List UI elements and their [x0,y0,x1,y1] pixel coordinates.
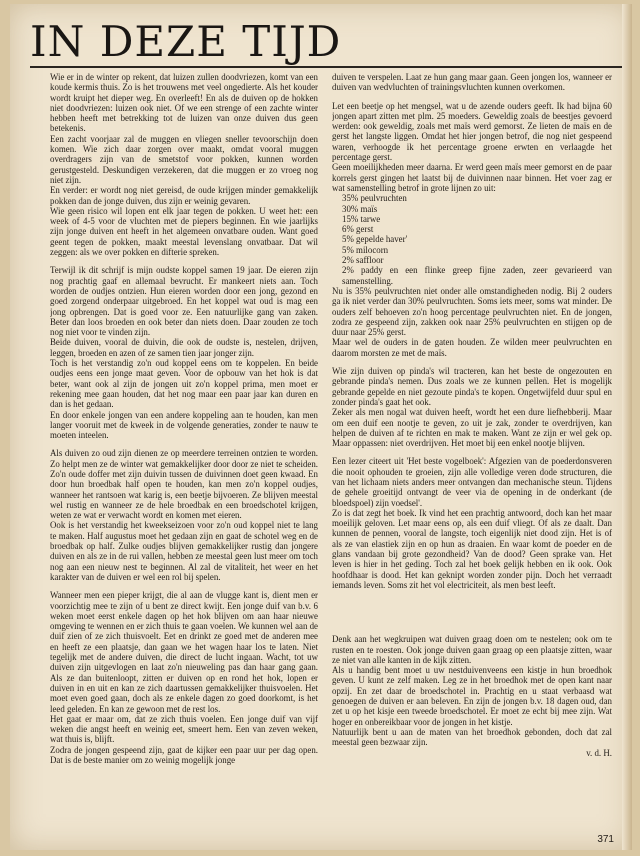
list-item: 2% saffloor [342,255,384,266]
paragraph: Als duiven zo oud zijn dienen ze op meerdere terreinen ontzien te worden. Zo helpt men ze de winter wat gemakkelijker door door ze niet te scheiden. Zo'n oude doffer met zijn duivin tussen de duivinnen doet geen kwaad. En door hun broedbak half open te houden, kan men zo'n koppel oudjes, wanneer het rantsoen wat karig is, een beetje bijvoeren. Ze blijven meestal wel rustig en wanneer ze de hele broedbak en een broedschotel krijgen, weten ze wat er verwacht wordt en komen met eieren. [50,448,318,521]
paragraph: Een zacht voorjaar zal de muggen en vliegen sneller tevoorschijn doen komen. Wie zich daar zorgen over maakt, omdat vooral muggen overdragers zijn van de smetstof voor pokken, kunnen worden gerustgesteld. Deskundigen verzekeren, dat die muggen er zo vroeg nog niet zijn. [50,133,318,185]
page-gutter [622,4,632,850]
title-rule [30,66,624,68]
page-number: 371 [597,834,614,845]
paragraph: Wanneer men een pieper krijgt, die al aan de vlugge kant is, dient men er voorzichtig mee te zijn of u bent ze direct kwijt. Een jonge duif van b.v. 6 weken moet eerst enkele dagen op het hok blijven om aan haar nieuwe omgeving te wennen en er zich thuis te gaan voelen. We kunnen wel aan de duif zien of ze zich thuisvoelt. Eet en drinkt ze goed met de anderen mee en heeft ze een plaatsje, dan gaan we het wagen haar los te laten. Niet tegelijk met de andere duiven, die direct de lucht ingaan. Wacht, tot uw duiven zijn uitgevlogen en laat zo'n nieuweling pas dan haar gang gaan. Als ze dan buitenloopt, zitten er duiven op en rond het hok, lopen er duiven in en uit en kan ze zich daartussen gemakkelijker thuisvoelen. Het moet even goed gaan, doch als ze enkele dagen zo goed doorkomt, is het leed geleden. En kan ze gewoon met de rest los. [50,590,318,714]
paragraph: En door enkele jongen van een andere koppeling aan te houden, kan men langer vooruit met de kweek in de volgende generaties, zonder te nauw te moeten inteelen. [50,409,318,441]
article-title: IN DEZE TIJD [30,17,342,66]
paragraph: Beide duiven, vooral de duivin, die ook de oudste is, nestelen, drijven, leggen, broeden en azen of ze samen tien jaar jonger zijn. [50,337,318,358]
author-signature: v. d. H. [586,747,612,758]
paragraph: Als u handig bent moet u uw nestduivenveens een kistje in hun broedhok geven. U kunt ze zelf maken. Leg ze in het broedhok met de open kant naar opzij. En zet daar de broedschotel in. Prachtig en u staat verbaasd wat genoegen de duiven er aan beleven. En zijn de jongen b.v. 18 dagen oud, dan zet u op het kisje een tweede broedschotel. Er moet ze echt bij mee zijn. Wat hoger en onbereikbaar voor de jongen in het kistje. [332,665,612,727]
paragraph: Nu is 35% peulvruchten niet onder alle omstandigheden nodig. Bij 2 ouders ga ik niet verder dan 30% peulvruchten. Soms iets meer, soms wat minder. De ouders zelf behoeven zo'n hoog percentage peulvruchten niet. En de jongen, zodra ze gespeend zijn, zakken ook naar 25% peulvruchten en stijgen op de duur naar 25% gerst. [332,285,612,338]
feed-mix-list [342,193,612,286]
list-item: 6% gerst [342,224,374,235]
right-column [332,72,612,832]
paragraph: Denk aan het wegkruipen wat duiven graag doen om te nestelen; ook om te rusten en te roesten. Ook jonge duiven gaan graag op een plaatsje zitten, waar ze niet van alle kanten in de kijk zitten. [332,634,612,665]
paragraph: En verder: er wordt nog niet gereisd, de oude krijgen minder gemakkelijk pokken dan de jonge duiven, dus zijn er weinig gevaren. [50,185,318,206]
paragraph: Terwijl ik dit schrijf is mijn oudste koppel samen 19 jaar. De eieren zijn nog prachtig gaaf en allemaal bevrucht. Er mankeert niets aan. Toch worden de oudjes ontzien. Hun eieren worden door een jong, gezond en goed zorgend onderpaar uitgebroed. En het koppel wat oud is mag een jong opbrengen. Dat is goed voor ze. Een natuurlijke gang van zaken. Beter dan loos broeden en ook beter dan niets doen. Daar zouden ze toch nog niet voor te vinden zijn. [50,265,318,338]
paragraph: Geen moeilijkheden meer daarna. Er werd geen maïs meer gemorst en de paar korrels gerst gingen het laatst bij de duivinnen naar binnen. Het voer zag er wat samenstelling betrof in grote lijnen zo uit: [332,162,612,193]
list-item: 15% tarwe [342,213,381,224]
paragraph: Ook is het verstandig het kweekseizoen voor zo'n oud koppel niet te lang te maken. Half augustus moet het gedaan zijn en gaat de schotel weg en de broedbak op half. Zulke oudjes blijven gemakkelijker rustig dan jongere duiven en als ze in de rui vallen, hebben ze meestal geen lust meer om toch nog aan een nieuw nest te beginnen. Al zal de vitaliteit, het weer en het karakter van de duiven er wel een rol bij spelen. [50,520,318,582]
paragraph: Zo is dat zegt het boek. Ik vind het een prachtig antwoord, doch kan het maar moeilijk geloven. Let maar eens op, als een duif vliegt. Of als ze daalt. Dan kunnen de pennen, vooral de langste, toch eigenlijk niet dood zijn. Het is of als ze van elastiek zijn en op hun as draaien. En waar komt de poeder en de glans vandaan bij grote gezondheid? Van de dood? Geen sprake van. Het leven is hier in het geding. Toch zal het boek gelijk hebben en ik ook. Ook hoofdhaar is dood. Het kan geknipt worden zonder pijn. Doch het verraadt iemands leven. Soms zit het vol electriciteit, als men best leeft. [332,507,612,590]
list-item: 5% milocorn [342,244,389,255]
paragraph: duiven te verspelen. Laat ze hun gang maar gaan. Geen jongen los, wanneer er duiven van wedvluchten of trainingsvluchten kunnen overkomen. [332,72,612,93]
paragraph: Het gaat er maar om, dat ze zich thuis voelen. Een jonge duif van vijf weken die angst heeft en weinig eet, smeert hem. Een van zeven weken, wat thuis is, blijft. [50,713,318,745]
left-column [50,72,318,832]
paragraph: Wie geen risico wil lopen ent elk jaar tegen de pokken. U weet het: een week of 4-5 voor de vluchten met de piepers beginnen. En wie jaarlijks zijn jonge duiven ent heeft in het algemeen onvatbare ouden. Want goed geent tegen de pokken, maakt meestal levenslang onvatbaar. Dat wil zeggen: als we over pokken en difterie spreken. [50,205,318,258]
list-item: 30% maïs [342,203,378,214]
paragraph: Zodra de jongen gespeend zijn, gaat de kijker een paar uur per dag open. Dat is de beste manier om zo weinig mogelijk jonge [50,744,318,765]
paragraph: Natuurlijk bent u aan de maten van het broedhok gebonden, doch dat zal meestal geen bezwaar zijn. [332,726,612,748]
list-item: 2% paddy en een flinke greep fijne zaden, zeer gevarieerd van samenstelling. [342,265,612,286]
paragraph: Maar wel de ouders in de gaten houden. Ze wilden meer peulvruchten en daarom morsten ze met de maïs. [332,337,612,358]
paragraph: Wie zijn duiven op pinda's wil tracteren, kan het beste de ongezouten en gebrande pinda's nemen. Dus zoals we ze kunnen pellen. Het is mogelijk gebrande gepelde en niet gezoute pinda's te kopen. Ongetwijfeld duur spul en zonder pinda's gaat het ook. [332,366,612,407]
list-item: 35% peulvruchten [342,193,407,204]
list-item: 5% gepelde haver' [342,234,408,245]
paragraph: Zeker als men nogal wat duiven heeft, wordt het een dure liefhebberij. Maar om een duif een nootje te geven, zo uit je zak, zonder te overdrijven, kan helpen de duiven af te richten en mak te maken. Want ze zijn er wel gek op. Maar oppassen: niet overdrijven. Het moet bij een enkel nootje blijven. [332,407,612,449]
paragraph: Een lezer citeert uit 'Het beste vogelboek': Afgezien van de poederdonsveren die nooit ophouden te groeien, zijn alle volledige veren dode structuren, die van het lichaam niets anders meer ontvangen dan mechanische steun. Tijdens de gehele groeitijd ontvangt de veer via de opening in de onderkant (de bloedspoel) zijn voedsel'. [332,456,612,508]
paragraph: Toch is het verstandig zo'n oud koppel eens om te koppelen. En beide oudjes eens een jonge maat geven. Voor de opbouw van het hok is dat beter, want ook al zijn de jongen uit zo'n koppel prima, men moet er rekening mee gaan houden, dat het nog maar een paar jaar kan duren en dan is het gedaan. [50,358,318,410]
paragraph: Let een beetje op het mengsel, wat u de azende ouders geeft. Ik had bijna 60 jongen apart zitten met plm. 25 moeders. Geweldig zoals de beestjes gevoerd werden: ook geweldig, zoals met maïs werd gemorst. Ze lieten de maïs en de gerst het langste liggen. Omdat het hier jongen betrof, die nog niet gespeend waren, verhoogde ik het percentage groene erwten en verlaagde het percentage gerst. [332,100,612,163]
magazine-page [10,4,632,850]
paragraph: Wie er in de winter op rekent, dat luizen zullen doodvriezen, komt van een koude kermis thuis. Zo is het trouwens met veel ongedierte. Als het kouder wordt kruipt het dieper weg. En overleeft! En als de duiven op de hokken niet doodvriezen: luizen ook niet. Of we een strenge of een zachte winter hebben heeft met betrekking tot de luizen van onze duiven dus geen betekenis. [50,72,318,134]
